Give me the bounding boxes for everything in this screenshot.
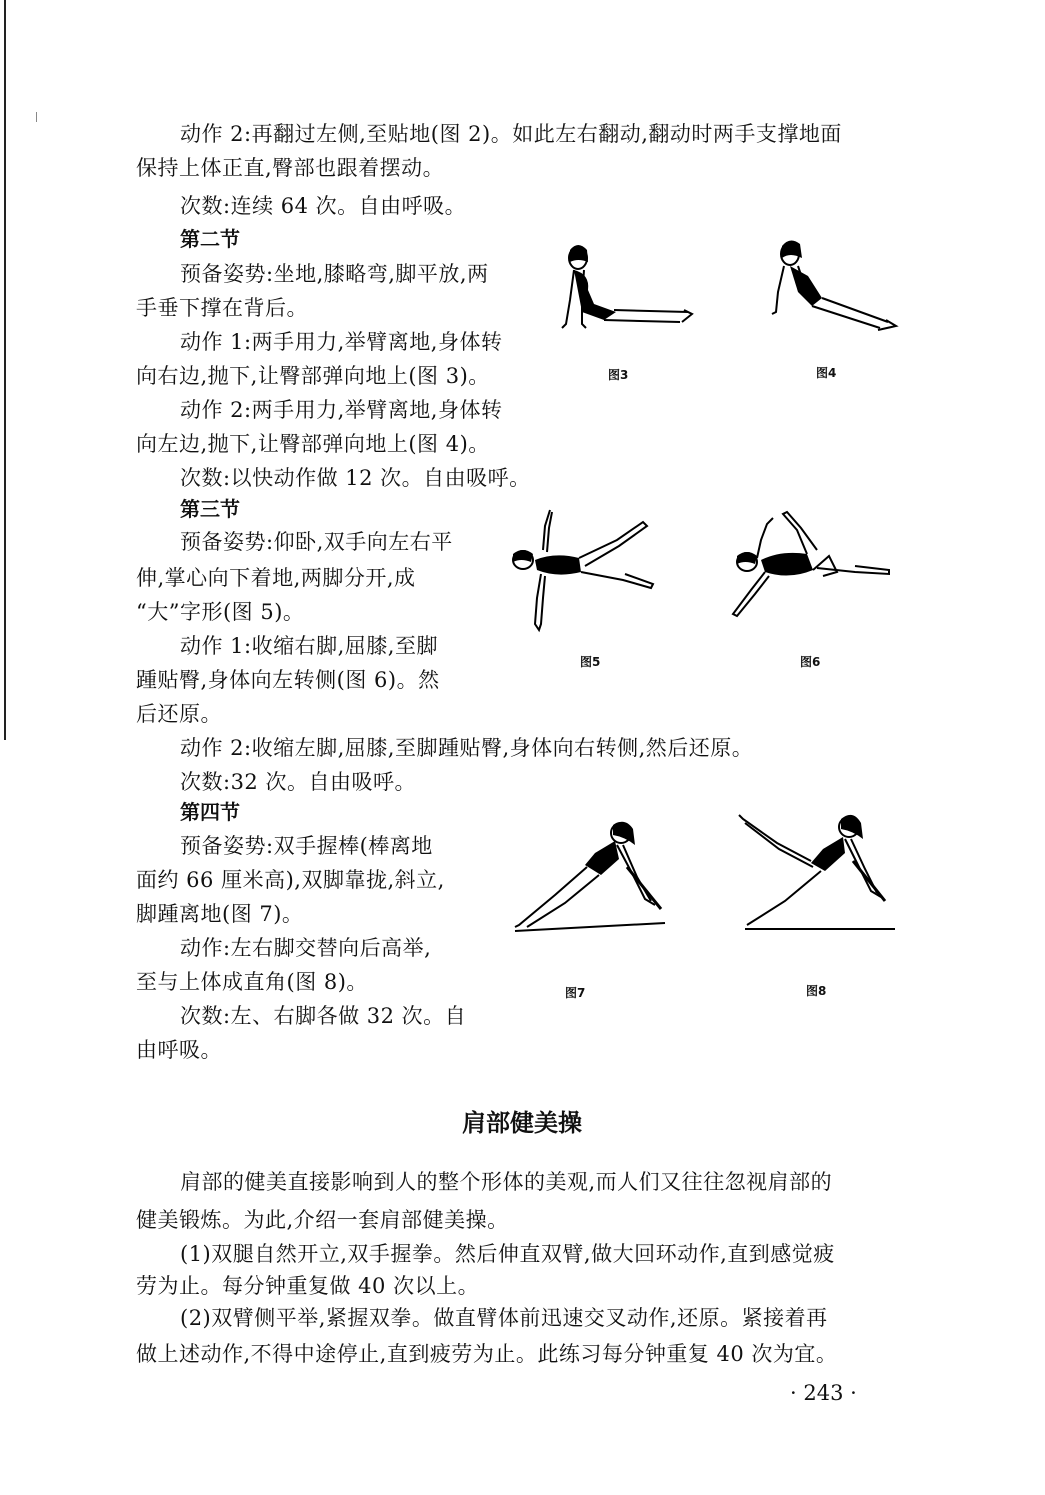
section-title: 肩部健美操 xyxy=(462,1109,582,1137)
text-line: 预备姿势:双手握棒(棒离地 xyxy=(180,834,433,858)
figure-3-illustration xyxy=(560,240,700,340)
text-line: 由呼吸。 xyxy=(136,1038,222,1062)
text-line: 伸,掌心向下着地,两脚分开,成 xyxy=(136,566,416,590)
text-line: (1)双腿自然开立,双手握拳。然后伸直双臂,做大回环动作,直到感觉疲 xyxy=(180,1242,835,1266)
figure-5-caption: 图5 xyxy=(580,655,601,669)
figure-6-caption: 图6 xyxy=(800,655,821,669)
text-line: 动作 2:再翻过左侧,至贴地(图 2)。如此左右翻动,翻动时两手支撑地面 xyxy=(180,122,842,146)
text-line: 后还原。 xyxy=(136,702,222,726)
text-line: 预备姿势:仰卧,双手向左右平 xyxy=(180,530,453,554)
text-line: (2)双臂侧平举,紧握双拳。做直臂体前迅速交叉动作,还原。紧接着再 xyxy=(180,1306,828,1330)
text-line: 劳为止。每分钟重复做 40 次以上。 xyxy=(136,1274,480,1298)
text-line: 至与上体成直角(图 8)。 xyxy=(136,970,368,994)
scan-edge-line xyxy=(4,0,6,740)
figure-8-caption: 图8 xyxy=(806,984,827,998)
text-line: 踵贴臀,身体向左转侧(图 6)。然 xyxy=(136,668,440,692)
text-line: 预备姿势:坐地,膝略弯,脚平放,两 xyxy=(180,262,489,286)
figure-3-caption: 图3 xyxy=(608,368,629,382)
scan-mark xyxy=(36,112,37,122)
text-line: 次数:左、右脚各做 32 次。自 xyxy=(180,1004,467,1028)
text-line: 脚踵离地(图 7)。 xyxy=(136,902,304,926)
text-line: 次数:以快动作做 12 次。自由吸呼。 xyxy=(180,466,531,490)
figure-8-illustration xyxy=(725,805,900,940)
text-line: 次数:连续 64 次。自由呼吸。 xyxy=(180,194,467,218)
section-heading: 第三节 xyxy=(180,497,240,521)
page-number: · 243 · xyxy=(790,1381,857,1405)
text-line: 手垂下撑在背后。 xyxy=(136,296,308,320)
figure-7-illustration xyxy=(505,815,675,940)
text-line: 次数:32 次。自由吸呼。 xyxy=(180,770,416,794)
figure-7-caption: 图7 xyxy=(565,986,586,1000)
section-heading: 第二节 xyxy=(180,227,240,251)
text-line: 动作 1:收缩右脚,屈膝,至脚 xyxy=(180,634,438,658)
text-line: 动作 1:两手用力,举臂离地,身体转 xyxy=(180,330,503,354)
text-line: 做上述动作,不得中途停止,直到疲劳为止。此练习每分钟重复 40 次为宜。 xyxy=(136,1342,838,1366)
text-line: 动作 2:两手用力,举臂离地,身体转 xyxy=(180,398,503,422)
section-heading: 第四节 xyxy=(180,800,240,824)
figure-5-illustration xyxy=(505,506,665,636)
text-line: 肩部的健美直接影响到人的整个形体的美观,而人们又往往忽视肩部的 xyxy=(180,1170,833,1194)
text-line: 向右边,抛下,让臀部弹向地上(图 3)。 xyxy=(136,364,490,388)
text-line: 向左边,抛下,让臀部弹向地上(图 4)。 xyxy=(136,432,490,456)
figure-6-illustration xyxy=(725,510,895,620)
text-line: 健美锻炼。为此,介绍一套肩部健美操。 xyxy=(136,1208,509,1232)
text-line: 保持上体正直,臀部也跟着摆动。 xyxy=(136,156,445,180)
text-line: “大”字形(图 5)。 xyxy=(136,600,305,624)
figure-4-caption: 图4 xyxy=(816,366,837,380)
figure-4-illustration xyxy=(768,236,908,336)
text-line: 面约 66 厘米高),双脚靠拢,斜立, xyxy=(136,868,445,892)
text-line: 动作:左右脚交替向后高举, xyxy=(180,936,432,960)
text-line: 动作 2:收缩左脚,屈膝,至脚踵贴臀,身体向右转侧,然后还原。 xyxy=(180,736,754,760)
